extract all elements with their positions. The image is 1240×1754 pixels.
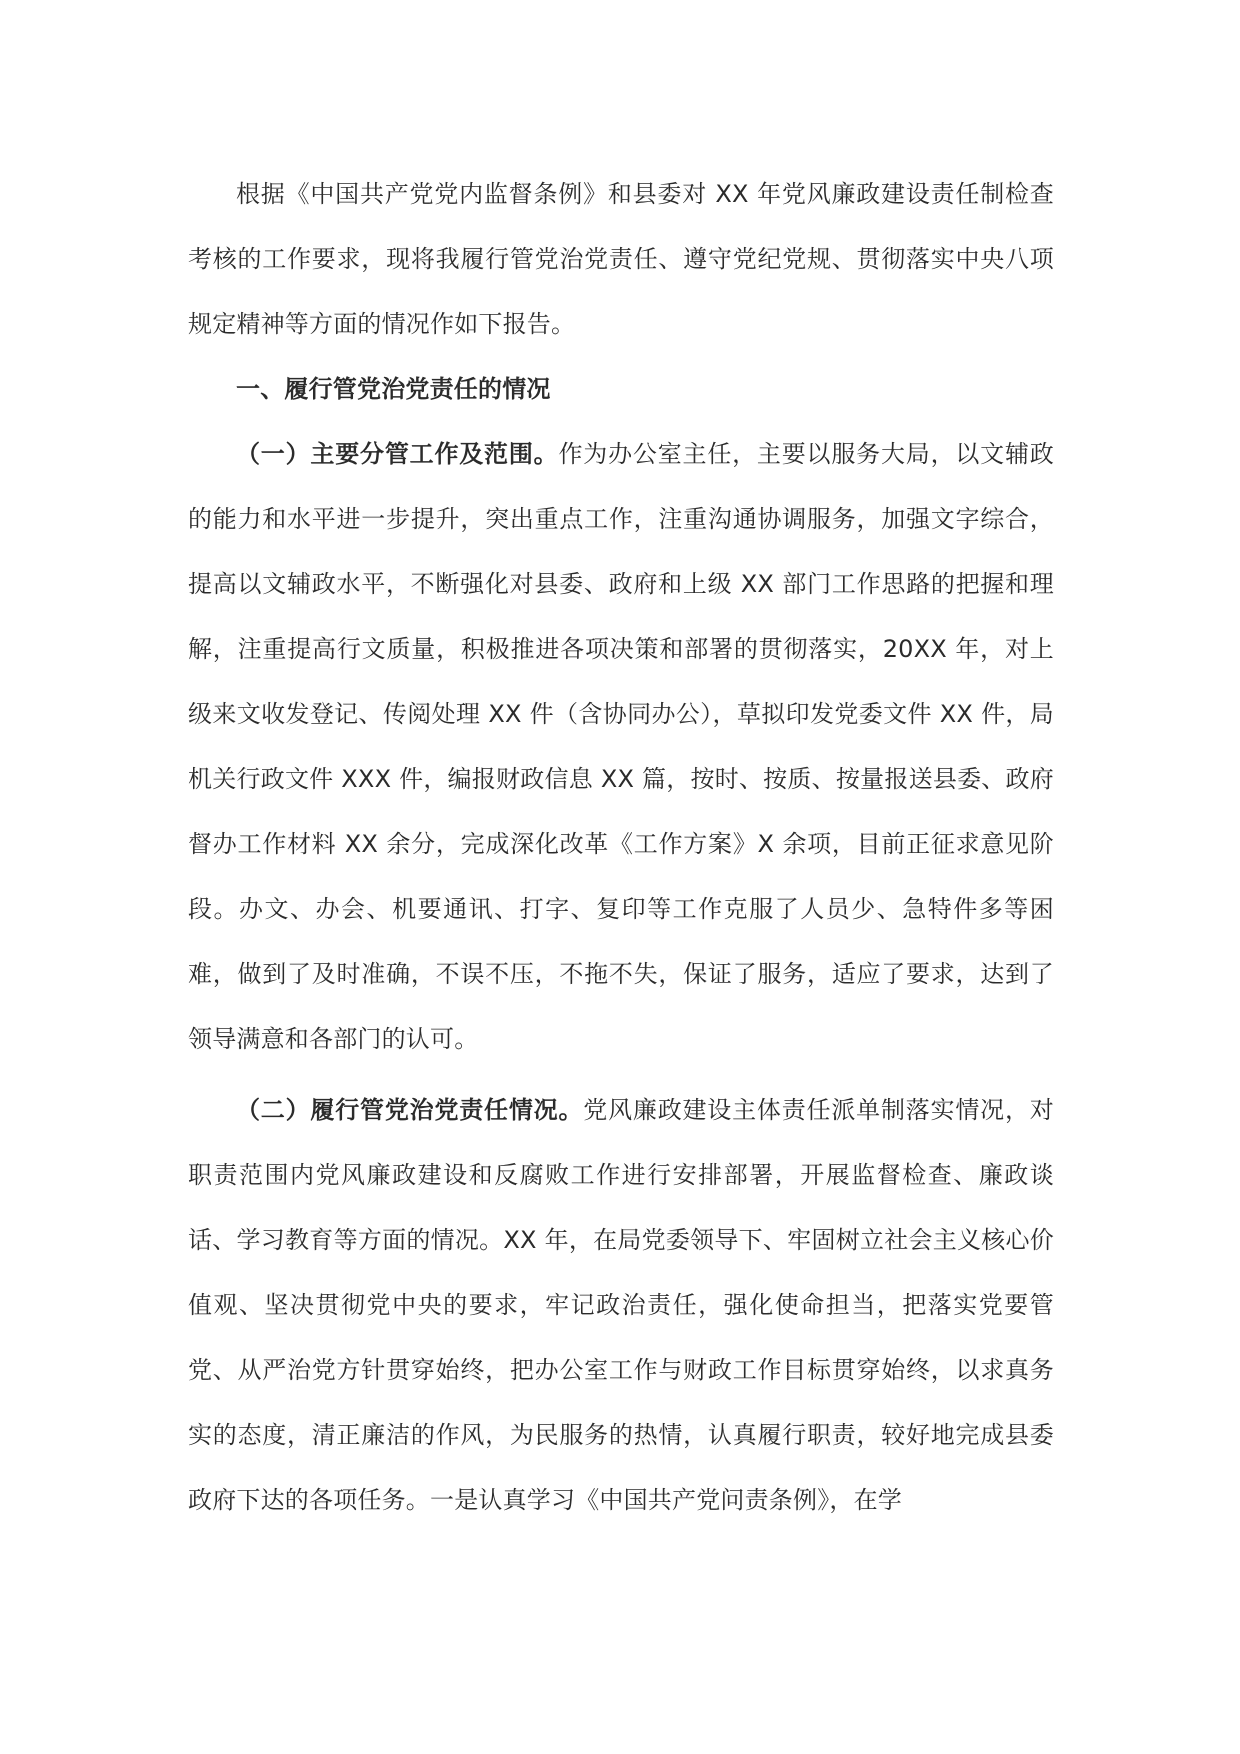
item-one-paragraph [188, 422, 1054, 1072]
item-two-paragraph [188, 1078, 1054, 1533]
document-body [188, 162, 1054, 1533]
intro-paragraph: 根据《中国共产党党内监督条例》和县委对 XX 年党风廉政建设责任制检查考核的工作要求，现将我履行管党治党责任、遵守党纪党规、贯彻落实中央八项规定精神等方面的情况作如下报告。 [188, 180, 1054, 338]
item-one-body: 作为办公室主任，主要以服务大局，以文辅政的能力和水平进一步提升，突出重点工作，注重沟通协调服务，加强文字综合，提高以文辅政水平，不断强化对县委、政府和上级 XX 部门工作思路的把握和理解，注重提高行文质量，积极推进各项决策和部署的贯彻落实，20XX 年，对上级来文收发登记、传阅处理 XX 件（含协同办公），草拟印发党委文件 XX 件，局机关行政文件 XXX 件，编报财政信息 XX 篇，按时、按质、按量报送县委、政府督办工作材料 XX 余分，完成深化改革《工作方案》X 余项，目前正征求意见阶段。办文、办会、机要通讯、打字、复印等工作克服了人员少、急特件多等困难，做到了及时准确，不误不压，不拖不失，保证了服务，适应了要求，达到了领导满意和各部门的认可。 [188, 440, 1054, 1053]
item-one-lead: （一）主要分管工作及范围。 [236, 440, 559, 468]
section-heading: 一、履行管党治党责任的情况 [236, 375, 551, 403]
item-two-lead: （二）履行管党治党责任情况。 [236, 1096, 584, 1124]
item-two-body: 党风廉政建设主体责任派单制落实情况，对职责范围内党风廉政建设和反腐败工作进行安排部署，开展监督检查、廉政谈话、学习教育等方面的情况。XX 年，在局党委领导下、牢固树立社会主义核心价值观、坚决贯彻党中央的要求，牢记政治责任，强化使命担当，把落实党要管党、从严治党方针贯穿始终，把办公室工作与财政工作目标贯穿始终，以求真务实的态度，清正廉洁的作风，为民服务的热情，认真履行职责，较好地完成县委政府下达的各项任务。一是认真学习《中国共产党问责条例》，在学 [188, 1096, 1054, 1514]
